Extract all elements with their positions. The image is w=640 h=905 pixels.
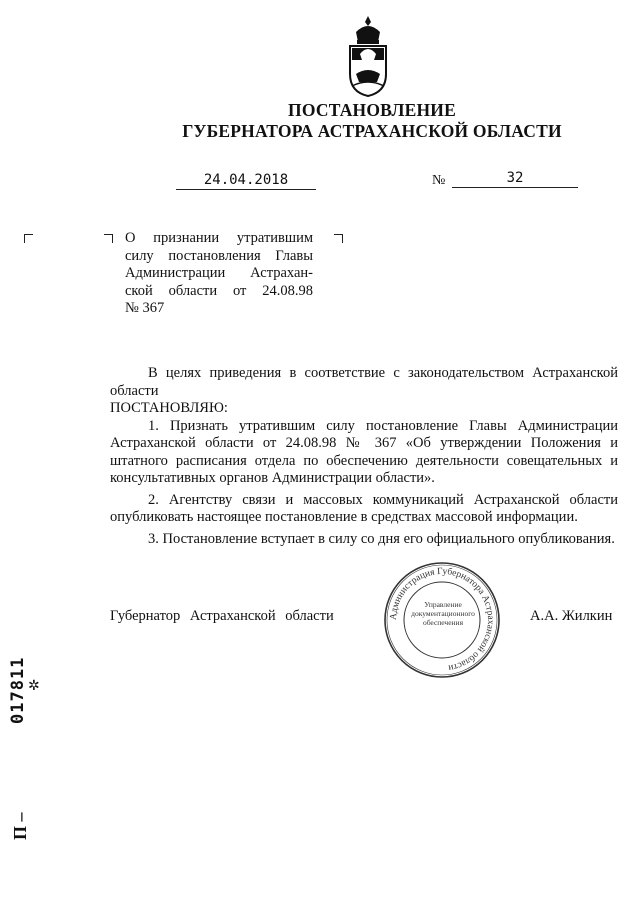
form-serial-number: 017811 <box>8 656 28 724</box>
document-number: 32 <box>452 170 578 188</box>
subject-line: № 367 <box>125 300 165 316</box>
subject-line: ской области от 24.08.98 <box>125 282 313 299</box>
item-2-paragraph: 2. Агентству связи и массовых коммуникаций Астраханской области опубликовать настоящее постановление в средствах массовой информации. <box>110 491 618 525</box>
item-1-paragraph: 1. Признать утратившим силу постановление Главы Администрации Астраханской области от 24.08.98 № 367 «Об утверждении Положения и штатного расписания отдела по обеспечению деятельности совещательных и консультативных органов Администрации области». <box>110 417 618 486</box>
preamble-paragraph: В целях приведения в соответствие с законодательством Астраханской области <box>110 365 618 399</box>
document-body <box>110 365 618 548</box>
subject-line: Администрации Астрахан- <box>125 265 313 281</box>
astrakhan-coat-of-arms-icon <box>344 14 392 98</box>
seal-center-text: Управление документационного обеспечения <box>411 600 475 627</box>
signatory-name: А.А. Жилкин <box>530 608 613 624</box>
document-subject <box>125 230 313 318</box>
title-line-1: ПОСТАНОВЛЕНИЕ <box>288 100 456 120</box>
subject-line: О признании утратившим <box>125 230 313 246</box>
title-line-2: ГУБЕРНАТОРА АСТРАХАНСКОЙ ОБЛАСТИ <box>182 121 562 141</box>
subject-line: силу постановления Главы <box>125 247 313 264</box>
item-3-paragraph: 3. Постановление вступает в силу со дня его официального опубликования. <box>148 530 615 547</box>
seal-ring-text: Администрация Губернатора Астраханской области <box>388 566 496 673</box>
flower-ornament-icon: ✲ <box>28 679 40 694</box>
form-series: П – <box>10 812 30 840</box>
document-title <box>150 100 594 142</box>
resolve-heading: ПОСТАНОВЛЯЮ: <box>110 400 228 416</box>
corner-mark-subject <box>104 234 113 243</box>
number-label: № <box>432 173 446 188</box>
document-date: 24.04.2018 <box>176 172 316 190</box>
signatory-position: Губернатор Астраханской области <box>110 608 334 624</box>
corner-mark-right <box>334 234 343 243</box>
corner-mark-left <box>24 234 33 243</box>
